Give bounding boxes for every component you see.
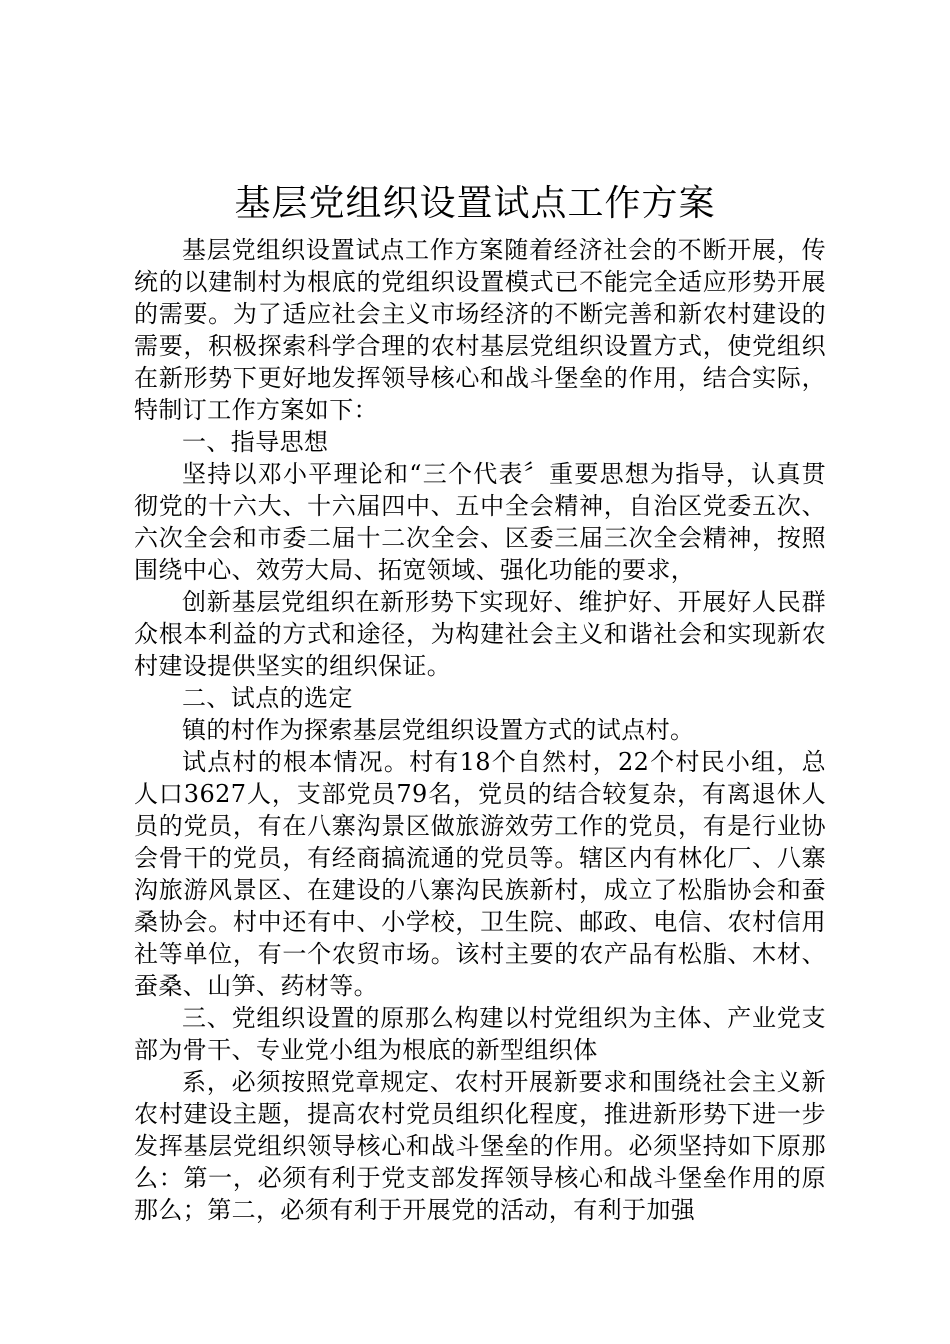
paragraph-innovation: 创新基层党组织在新形势下实现好、维护好、开展好人民群众根本利益的方式和途径，为构建社会主义和谐社会和实现新农村建设提供坚实的组织保证。 xyxy=(134,588,826,680)
paragraph-principles-heading: 三、党组织设置的原那么构建以村党组织为主体、产业党支部为骨干、专业党小组为根底的新型组织体 xyxy=(134,1004,826,1064)
document-body xyxy=(134,234,826,1226)
document-title: 基层党组织设置试点工作方案 xyxy=(234,183,716,224)
section-heading-1: 一、指导思想 xyxy=(182,428,329,456)
section-heading-2: 二、试点的选定 xyxy=(182,684,353,712)
paragraph-principles: 系，必须按照党章规定、农村开展新要求和围绕社会主义新农村建设主题，提高农村党员组织化程度，推进新形势下进一步发挥基层党组织领导核心和战斗堡垒的作用。必须坚持如下原那么：第一，必须有利于党支部发挥领导核心和战斗堡垒作用的原那么；第二，必须有利于开展党的活动，有利于加强 xyxy=(134,1068,826,1224)
paragraph-village-situation: 试点村的根本情况。村有18个自然村，22个村民小组，总人口3627人，支部党员79名，党员的结合较复杂，有离退休人员的党员，有在八寨沟景区做旅游效劳工作的党员，有是行业协会骨干的党员，有经商搞流通的党员等。辖区内有林化厂、八寨沟旅游风景区、在建设的八寨沟民族新村，成立了松脂协会和蚕桑协会。村中还有中、小学校，卫生院、邮政、电信、农村信用社等单位，有一个农贸市场。该村主要的农产品有松脂、木材、蚕桑、山笋、药材等。 xyxy=(134,748,826,1000)
paragraph-intro: 基层党组织设置试点工作方案随着经济社会的不断开展，传统的以建制村为根底的党组织设置模式已不能完全适应形势开展的需要。为了适应社会主义市场经济的不断完善和新农村建设的需要，积极探索科学合理的农村基层党组织设置方式，使党组织在新形势下更好地发挥领导核心和战斗堡垒的作用，结合实际，特制订工作方案如下： xyxy=(134,236,826,424)
paragraph-guiding-thought: 坚持以邓小平理论和“三个代表〞重要思想为指导，认真贯彻党的十六大、十六届四中、五中全会精神，自治区党委五次、六次全会和市委二届十二次全会、区委三届三次全会精神，按照围绕中心、效劳大局、拓宽领域、强化功能的要求， xyxy=(134,460,826,584)
paragraph-pilot-village: 镇的村作为探索基层党组织设置方式的试点村。 xyxy=(182,716,695,744)
